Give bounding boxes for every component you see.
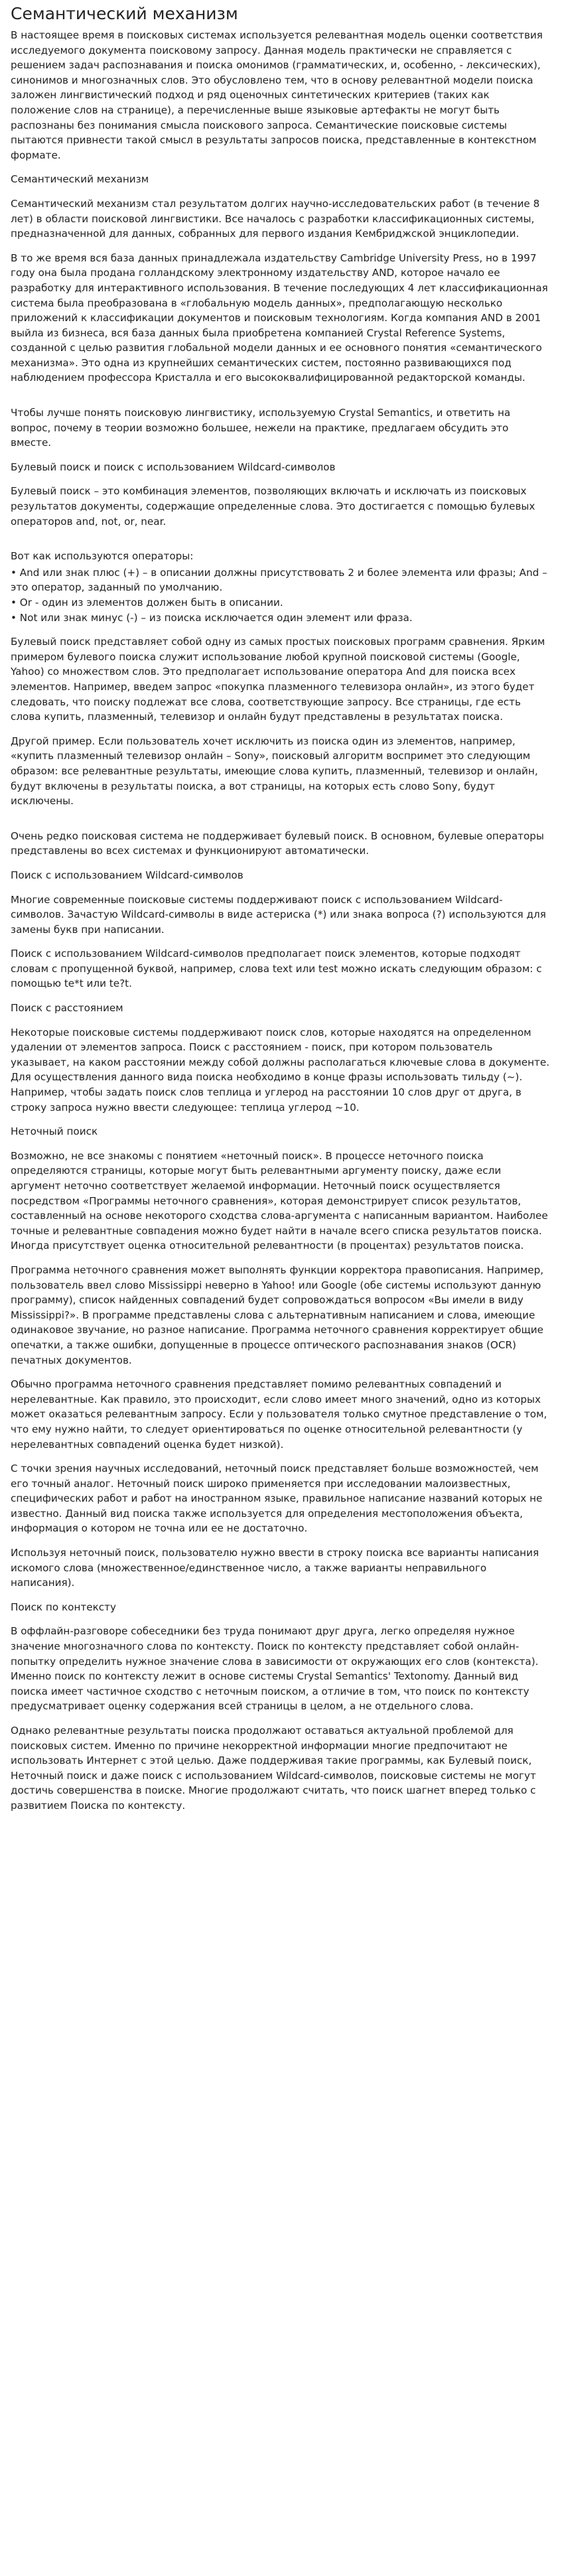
paragraph: Однако релевантные результаты поиска продолжают оставаться актуальной проблемой для поисковых систем. Именно по причине некорректной информации многие предпочитают не использовать Интернет с этой целью. Даже поддерживая такие программы, как Булевый поиск, Неточный поиск и даже поиск с использованием Wildcard-символов, поисковые системы не могут достичь совершенства в поиске. Многие продолжают считать, что поиск шагнет вперед только с развитием Поиска по контексту. bbox=[11, 1725, 536, 1812]
paragraph: Поиск с использованием Wildcard-символов предполагает поиск элементов, которые подходят словам с пропущенной буквой, например, слова text или test можно искать следующим образом: с помощью te*t или te?t. bbox=[11, 948, 542, 990]
page-title: Семантический механизм bbox=[11, 4, 238, 23]
section-heading-boolean-search: Булевый поиск и поиск с использованием Wildcard-символов bbox=[11, 461, 336, 473]
list-item: • And или знак плюс (+) – в описании должны присутствовать 2 и более элемента или фразы; And – это оператор, заданный по умолчанию. bbox=[11, 565, 551, 595]
intro-paragraph: В настоящее время в поисковых системах используется релевантная модель оценки соответствия исследуемого документа поисковому запросу. Данная модель практически не справляется с решением задач распознавания и поиска омонимов (грамматических, и, особенно, - лексических), синонимов и многозначных слов. Это обусловлено тем, что в основу релевантной модели поиска заложен лингвистический подход и ряд оценочных синтетических критериев (таких как положение слов на странице), а перечисленные выше языковые артефакты не могут быть распознаны без понимания смысла поискового запроса. Семантические поисковые системы пытаются привнести такой смысл в результаты запросов поиска, представленные в контекстном формате. bbox=[11, 29, 543, 161]
paragraph: Очень редко поисковая система не поддерживает булевый поиск. В основном, булевые операторы представлены во всех системах и функционируют автоматически. bbox=[11, 829, 544, 857]
paragraph: Используя неточный поиск, пользователю нужно ввести в строку поиска все варианты написания искомого слова (множественное/единственное число, а также варианты неправильного написания). bbox=[11, 1547, 539, 1589]
section-heading-wildcard-search: Поиск с использованием Wildcard-символов bbox=[11, 869, 244, 881]
paragraph: Некоторые поисковые системы поддерживают поиск слов, которые находятся на определенном удалении от элементов запроса. Поиск с расстоянием - поиск, при котором пользователь указывает, на каком расстоянии между собой должны располагаться ключевые слова в документе. Для осуществления данного вида поиска необходимо в конце фразы использовать тильду (~). Например, чтобы задать поиск слов теплица и углерод на расстоянии 10 слов друг от друга, в строку запроса нужно ввести следующее: теплица углерод ~10. bbox=[11, 1026, 550, 1113]
section-heading-semantic-engine: Семантический механизм bbox=[11, 173, 149, 186]
operators-list bbox=[11, 565, 551, 625]
paragraph: Возможно, не все знакомы с понятием «неточный поиск». В процессе неточного поиска определяются страницы, которые могут быть релевантными аргументу поиску, даже если аргумент неточно соответствует желаемой информации. Неточный поиск осуществляется посредством «Программы неточного сравнения», которая демонстрирует список результатов, составленный на основе некоторого сходства слова-аргумента с написанным вариантом. Наиболее точные и релевантные совпадения можно будет найти в начале всего списка результатов поиска. Иногда присутствует оценка относительной релевантности (в процентах) результатов поиска. bbox=[11, 1149, 548, 1252]
paragraph: Булевый поиск представляет собой одну из самых простых поисковых программ сравнения. Ярким примером булевого поиска служит использование любой крупной поисковой системы (Google, Yahoo) со множеством слов. Это предполагает использование оператора And для поиска всех элементов. Например, введем запрос «покупка плазменного телевизора онлайн», из этого будет следовать, что поиску подлежат все слова, соответствующие запросу. Все страницы, где есть слова купить, плазменный, телевизор и онлайн будут представлены в результатах поиска. bbox=[11, 636, 545, 723]
paragraph: Чтобы лучше понять поисковую лингвистику, используемую Crystal Semantics, и ответить на вопрос, почему в теории возможно большее, нежели на практике, предлагаем обсудить это вместе. bbox=[11, 407, 511, 449]
paragraph: В оффлайн-разговоре собеседники без труда понимают друг друга, легко определяя нужное значение многозначного слова по контексту. Поиск по контексту представляет собой онлайн-попытку определить нужное значение слова в зависимости от окружающих его слов (контекста). Именно поиск по контексту лежит в основе системы Crystal Semantics' Textonomy. Данный вид поиска имеет частичное сходство с неточным поиском, а отличие в том, что поиск по контексту предусматривает оценку содержания всей страницы в целом, а не отдельного слова. bbox=[11, 1625, 539, 1713]
paragraph: Булевый поиск – это комбинация элементов, позволяющих включать и исключать из поисковых результатов документы, содержащие определенные слова. Это достигается с помощью булевых операторов and, not, or, near. bbox=[11, 485, 535, 528]
section-heading-context-search: Поиск по контексту bbox=[11, 1601, 116, 1613]
section-heading-fuzzy-search: Неточный поиск bbox=[11, 1125, 98, 1138]
paragraph: Программа неточного сравнения может выполнять функции корректора правописания. Например, пользователь ввел слово Mississippi неверно в Yahoo! или Google (обе системы используют данную программу), список найденных совпадений будет сопровождаться вопросом «Вы имели в виду Mississippi?». В программе представлены слова с альтернативным написанием и слова, имеющие одинаковое звучание, но разное написание. Программа неточного сравнения корректирует общие опечатки, а также ошибки, допущенные в процессе оптического распознавания знаков (OCR) печатных документов. bbox=[11, 1263, 544, 1366]
paragraph: Обычно программа неточного сравнения представляет помимо релевантных совпадений и нерелевантные. Как правило, это происходит, если слово имеет много значений, одно из которых может оказаться релевантным запросу. Если у пользователя только смутное представление о том, что ему нужно найти, то следует ориентироваться по оценке относительной релевантности (у нерелевантных совпадений оценка будет низкой). bbox=[11, 1378, 547, 1451]
operators-intro: Вот как используются операторы: bbox=[11, 550, 194, 563]
list-item: • Not или знак минус (-) – из поиска исключается один элемент или фраза. bbox=[11, 610, 551, 626]
paragraph: Многие современные поисковые системы поддерживают поиск с использованием Wildcard-символов. Зачастую Wildcard-символы в виде астериска (*) или знака вопроса (?) используются для замены букв при написании. bbox=[11, 893, 546, 936]
paragraph: Семантический механизм стал результатом долгих научно-исследовательских работ (в течение 8 лет) в области поисковой лингвистики. Все началось с разработки классификационных системы, предназначенной для данных, собранных для первого издания Кембриджской энциклопедии. bbox=[11, 197, 540, 240]
section-heading-proximity-search: Поиск с расстоянием bbox=[11, 1002, 123, 1015]
list-item: • Or - один из элементов должен быть в описании. bbox=[11, 595, 551, 610]
paragraph: В то же время вся база данных принадлежала издательству Cambridge University Press, но в 1997 году она была продана голландскому электронному издательству AND, которое начало ее разработку для интерактивного использования. В течение последующих 4 лет классификационная система была преобразована в «глобальную модель данных», предполагающую несколько приложений к классификации документов и поисковым технологиям. Когда компания AND в 2001 выйла из бизнеса, вся база данных была приобретена компанией Crystal Reference Systems, созданной с целью развития глобальной модели данных и ее основного понятия «семантического механизма». Это одна из крупнейших семантических систем, постоянно развивающихся под наблюдением профессора Кристалла и его высококвалифицированной редакторской команды. bbox=[11, 251, 548, 384]
paragraph: С точки зрения научных исследований, неточный поиск представляет больше возможностей, чем его точный аналог. Неточный поиск широко применяется при исследовании малоизвестных, специфических работ и работ на иностранном языке, правильное написание названий которых не известно. Данный вид поиска также используется для определения местоположения объекта, информация о котором не точна или ее не достаточно. bbox=[11, 1463, 543, 1535]
paragraph: Другой пример. Если пользователь хочет исключить из поиска один из элементов, например, «купить плазменный телевизор онлайн – Sony», поисковый алгоритм воспримет это следующим образом: все релевантные результаты, имеющие слова купить, плазменный, телевизор и онлайн, будут включены в результаты поиска, а вот страницы, на которых есть слово Sony, будут исключены. bbox=[11, 735, 538, 808]
